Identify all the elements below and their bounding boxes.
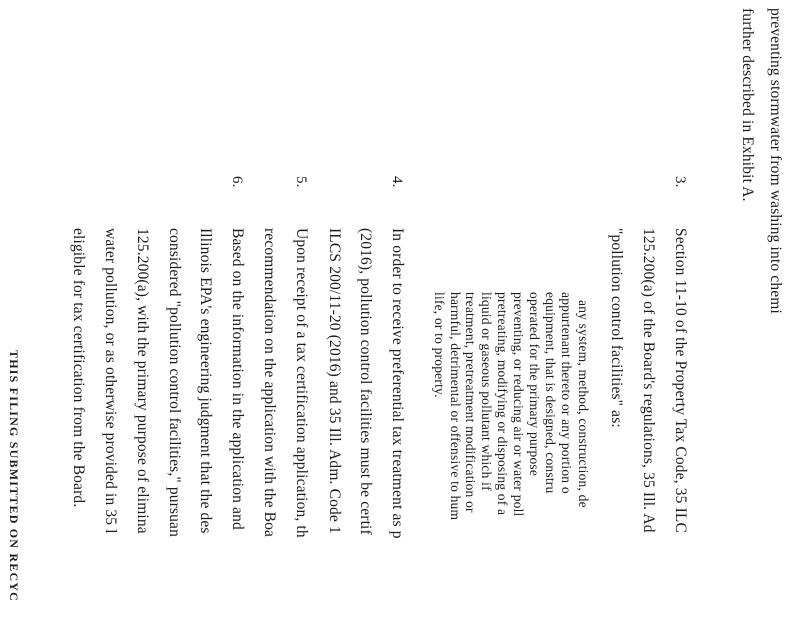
quote-line: preventing, or reducing air or water poll [511,292,526,517]
text-line: Section 11-10 of the Property Tax Code, 35 ILC [672,228,689,534]
item-number-6: 6. [229,176,245,188]
quote-line: harmful, detrimental or offensive to hum [448,292,463,521]
text-line: further described in Exhibit A. [739,8,756,202]
text-line: "pollution control facilities" as: [608,228,625,428]
quote-line: appurtenant thereto or any portion o [559,292,574,494]
text-line: water pollution, or as otherwise provided in 35 l [102,228,119,534]
text-line: In order to receive preferential tax treatment as p [389,228,406,539]
text-line: 125.200(a), with the primary purpose of elimina [134,228,151,534]
text-line: Based on the information in the application and [229,228,246,530]
item-number-3: 3. [672,176,688,188]
text-line: considered "pollution control facilities," pursuan [166,228,183,537]
text-line: (2016), pollution control facilities must be certif [357,228,374,535]
item-number-4: 4. [389,176,405,188]
quote-line: liquid or gaseous pollutant which if [479,292,494,491]
quote-line: operated for the primary purpose [527,292,542,477]
text-line: eligible for tax certification from the Board. [70,228,87,508]
item-number-5: 5. [293,176,309,188]
text-line: ILCS 200/11-20 (2016) and 35 Ill. Adm. Code 1 [326,228,343,534]
text-line: preventing stormwater from washing into chemi [767,8,784,314]
quote-line: life, or to property. [432,292,447,398]
text-line: Illinois EPA's engineering judgment that the des [197,228,214,534]
text-line: 125.200(a) of the Board's regulations, 35 Ill. Ad [640,228,657,533]
text-line: Upon receipt of a tax certification application, th [293,228,310,538]
text-line: recommendation on the application with the Boa [261,228,278,538]
quote-line: equipment, that is designed, constru [543,292,558,494]
quote-line: any system, method, construction, de [576,300,591,508]
quote-line: pretreating, modifying or disposing of a [495,292,510,516]
page-footer: THIS FILING SUBMITTED ON RECYC [7,350,21,603]
quote-line: treatment, pretreatment modification or [463,292,478,513]
